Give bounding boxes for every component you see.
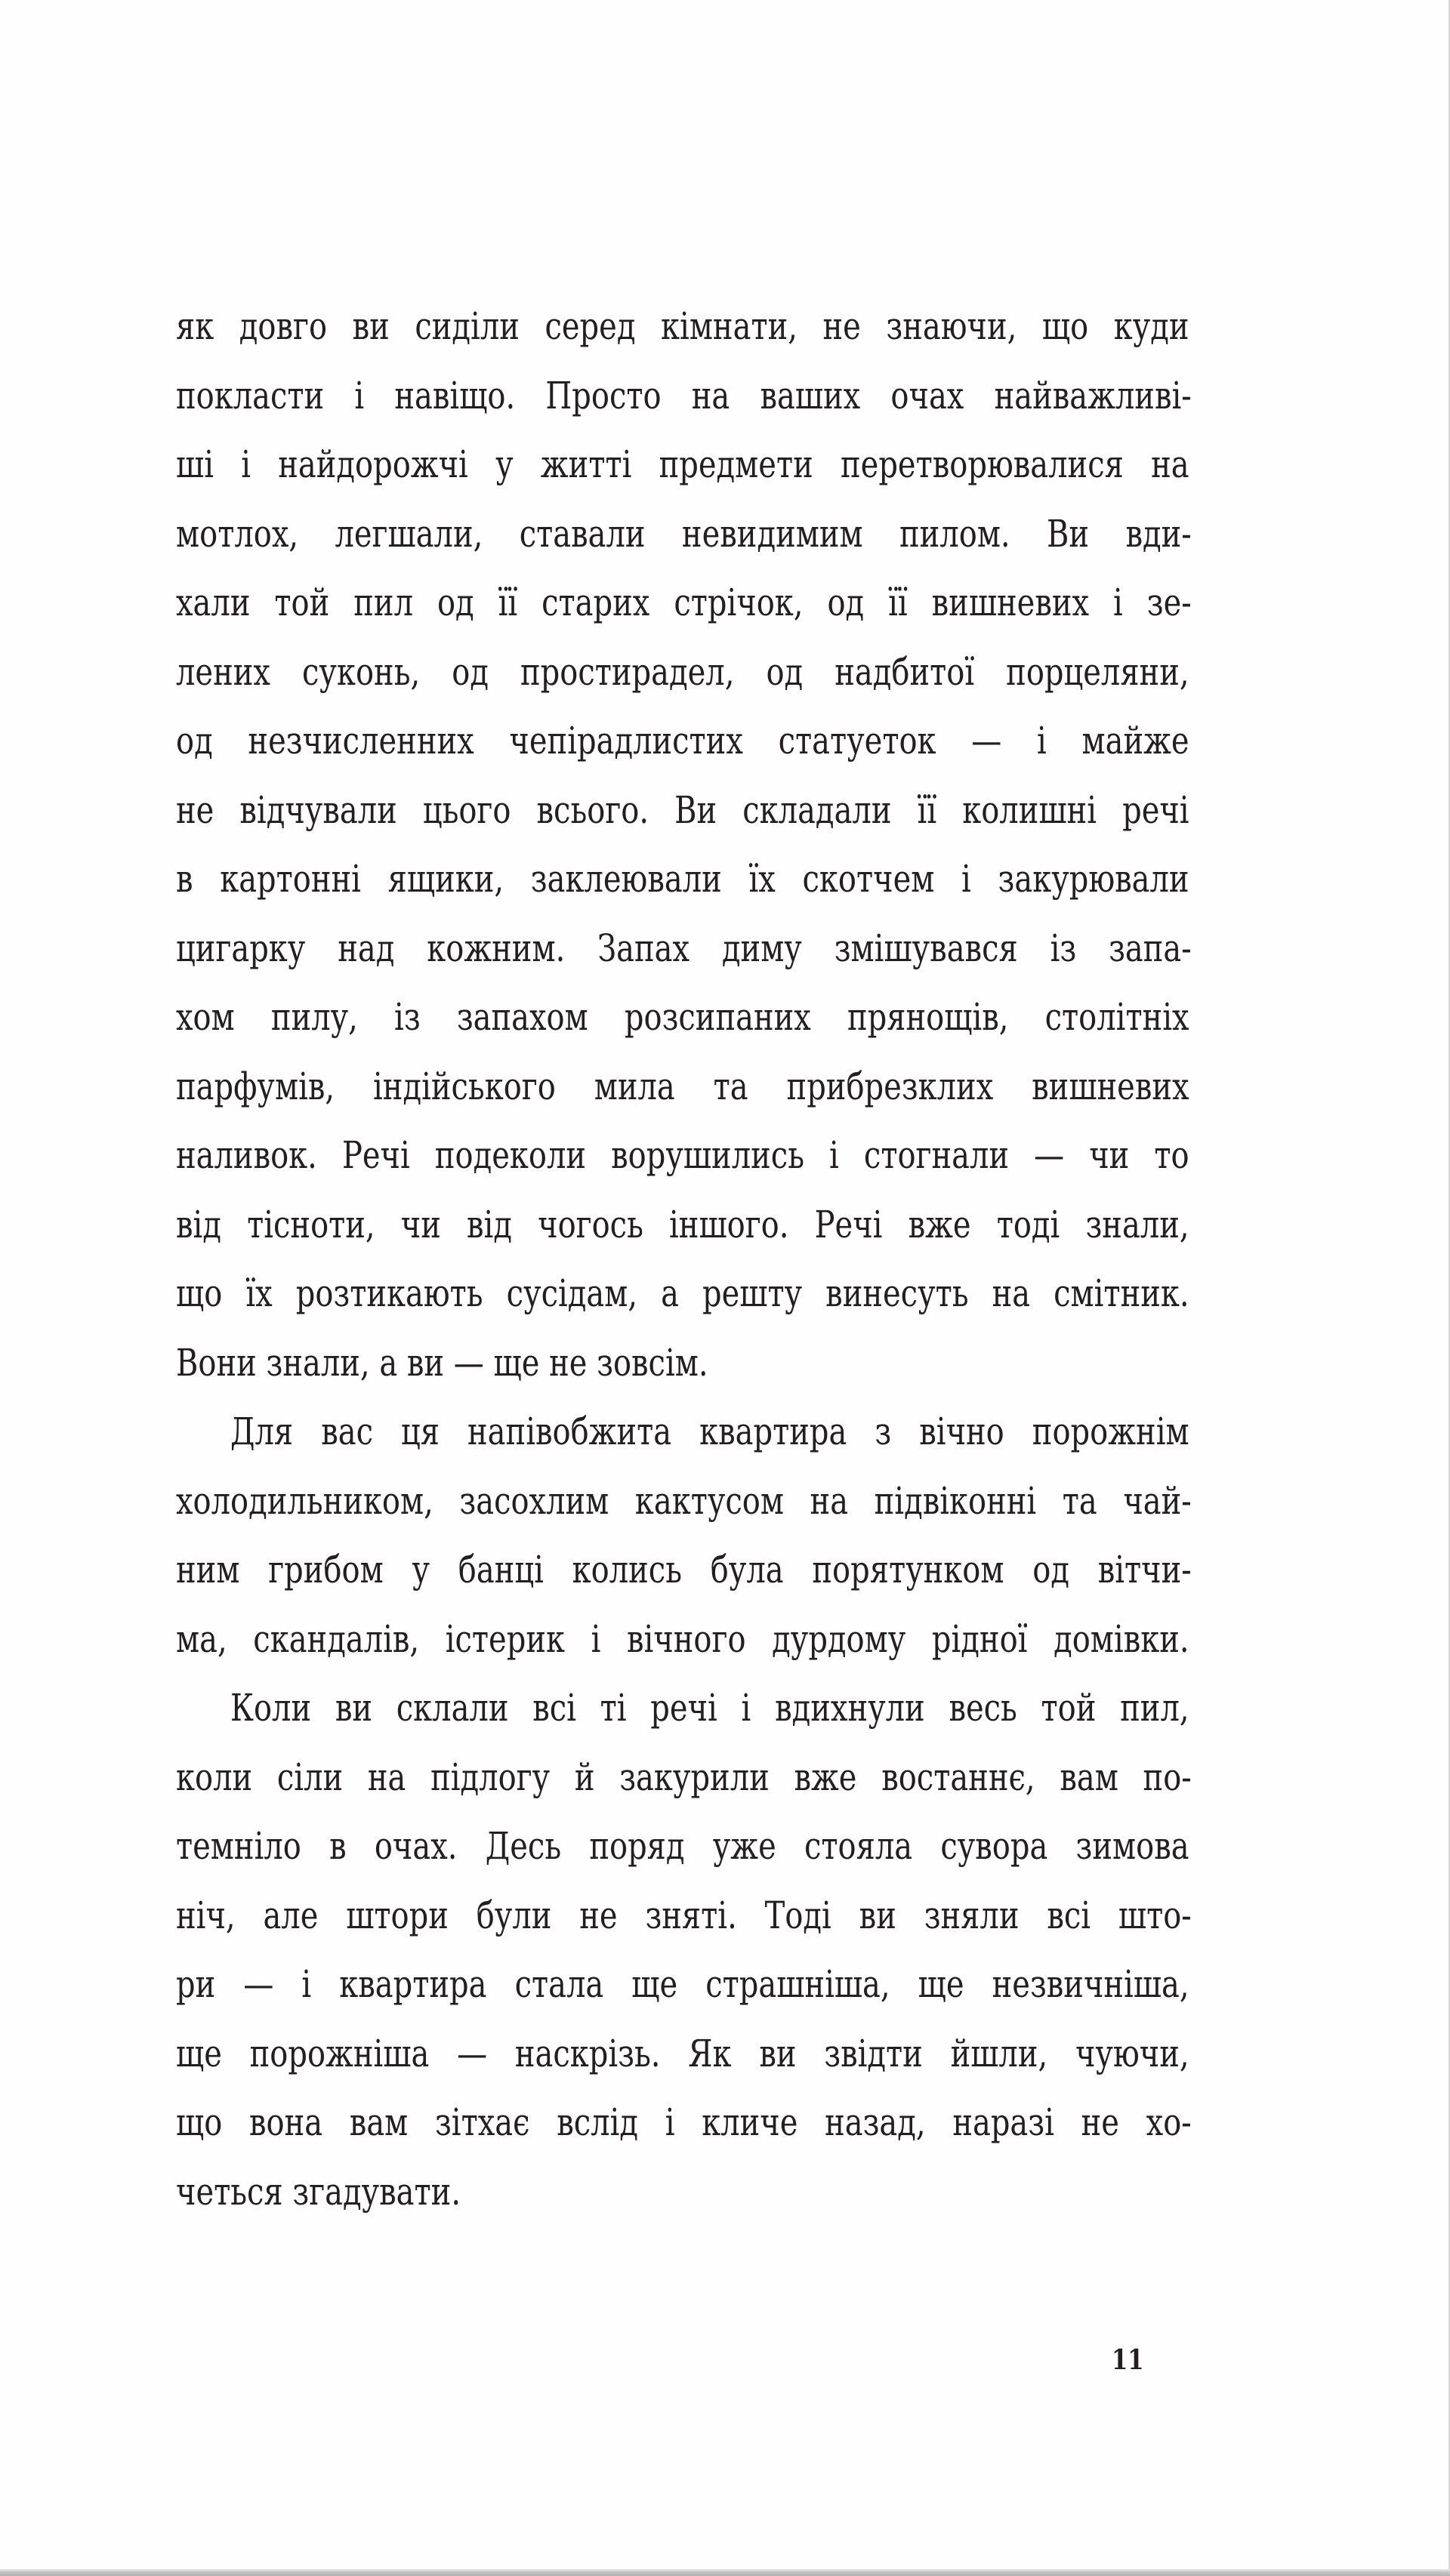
text-line: темніло в очах. Десь поряд уже стояла сувора зимова xyxy=(176,1824,1189,1868)
text-line: не відчували цього всього. Ви складали її колишні речі xyxy=(176,787,1189,832)
text-line: ші і найдорожчі у житті предмети перетворювалися на xyxy=(176,442,1189,486)
text-line: хом пилу, із запахом розсипаних прянощів, столітніх xyxy=(176,995,1189,1039)
text-line: Коли ви склали всі ті речі і вдихнули весь той пил, xyxy=(230,1686,1189,1730)
text-line: ма, скандалів, істерик і вічного дурдому рідної домівки. xyxy=(176,1616,1189,1661)
text-line: як довго ви сиділи серед кімнати, не знаючи, що куди xyxy=(176,304,1189,348)
text-line: наливок. Речі подеколи ворушились і стогнали — чи то xyxy=(176,1133,1189,1177)
text-line: що вона вам зітхає вслід і кличе назад, наразі не хо- xyxy=(176,2100,1192,2144)
text-line: лених суконь, од простирадел, од надбитої порцеляни, xyxy=(176,649,1189,694)
text-line: од незчисленних чепірадлистих статуеток — і майже xyxy=(176,719,1189,763)
text-line: Для вас ця напівобжита квартира з вічно порожнім xyxy=(230,1410,1189,1453)
text-line: ним грибом у банці колись була порятунком од вітчи- xyxy=(176,1548,1192,1592)
text-line: цигарку над кожним. Запах диму змішувався із запа- xyxy=(176,926,1192,970)
page-bottom-edge xyxy=(0,2569,1450,2576)
body-text xyxy=(176,304,1192,2238)
text-line: Вони знали, а ви — ще не зовсім. xyxy=(176,1340,708,1385)
text-line: в картонні ящики, заклеювали їх скотчем і закурювали xyxy=(176,857,1189,901)
page-number: 11 xyxy=(1112,2344,1144,2376)
text-line: ще порожніша — наскрізь. Як ви звідти йшли, чуючи, xyxy=(176,2031,1189,2075)
text-line: четься згадувати. xyxy=(176,2169,461,2214)
text-line: парфумів, індійського мила та прибрезклих вишневих xyxy=(176,1064,1189,1108)
text-line: ніч, але штори були не зняті. Тоді ви зняли всі што- xyxy=(176,1893,1192,1937)
paragraph-2 xyxy=(176,1409,1192,1685)
paragraph-1 xyxy=(176,304,1192,1409)
text-line: коли сіли на підлогу й закурили вже востаннє, вам по- xyxy=(176,1755,1192,1799)
text-line: мотлох, легшали, ставали невидимим пилом. Ви вди- xyxy=(176,511,1192,556)
text-line: ри — і квартира стала ще страшніша, ще незвичніша, xyxy=(176,1962,1189,2006)
text-line: що їх розтикають сусідам, а решту винесуть на смітник. xyxy=(176,1271,1189,1315)
text-line: хали той пил од її старих стрічок, од її вишневих і зе- xyxy=(176,581,1192,624)
text-line: від тісноти, чи від чогось іншого. Речі вже тоді знали, xyxy=(176,1202,1189,1246)
text-line: покласти і навіщо. Просто на ваших очах найважливі- xyxy=(176,373,1192,418)
paragraph-3 xyxy=(176,1685,1192,2238)
text-line: холодильником, засохлим кактусом на підвіконні та чай- xyxy=(176,1478,1192,1523)
